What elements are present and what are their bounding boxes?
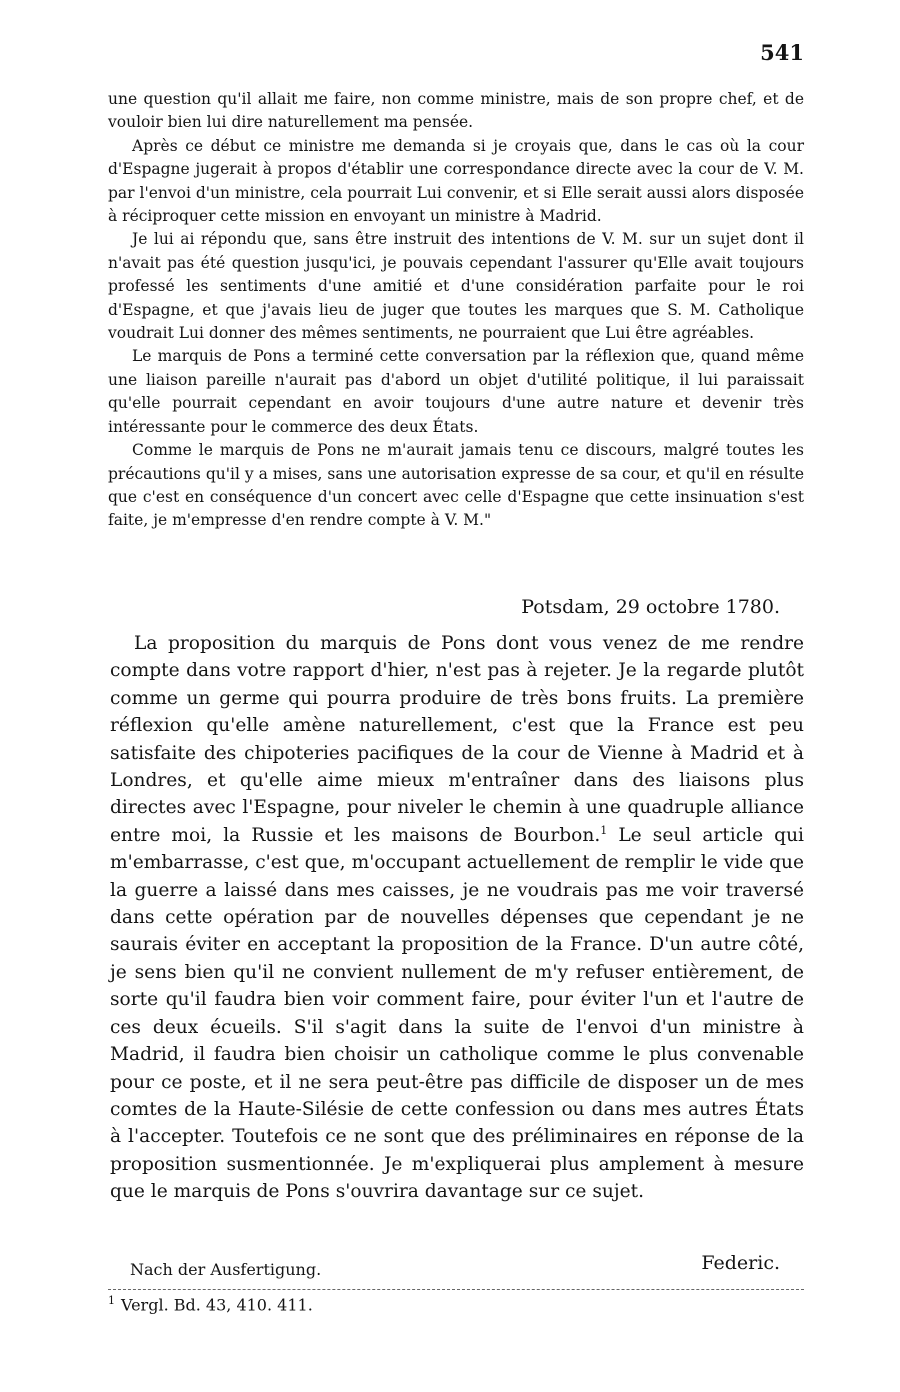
footnote-text: Vergl. Bd. 43, 410. 411. [121, 1295, 313, 1315]
footnote-divider [108, 1289, 804, 1290]
report-paragraph: une question qu'il allait me faire, non comme ministre, mais de son propre chef, et de vouloir bien lui dire naturellement ma pensée. [108, 90, 804, 132]
report-paragraph: Comme le marquis de Pons ne m'aurait jamais tenu ce discours, malgré toutes les précautions qu'il y a mises, sans une autorisation expresse de sa cour, et qu'il en résulte que c'est en conséquence d'un concert avec celle d'Espagne que cette insinuation s'est faite, je m'empresse d'en rendre compte à V. M." [108, 441, 804, 530]
report-paragraph: Le marquis de Pons a terminé cette conversation par la réflexion que, quand même une liaison pareille n'aurait pas d'abord un objet d'utilité politique, il lui paraissait qu'elle pourrait cependant en avoir toujours d'une autre nature et devenir très intéressante pour le commerce des deux États. [108, 347, 804, 436]
footnote-reference: 1 [600, 823, 608, 837]
reply-letter [110, 630, 804, 1206]
reply-paragraph [110, 630, 804, 1206]
footnote [108, 1294, 313, 1314]
dateline: Potsdam, 29 octobre 1780. [521, 596, 780, 618]
report-paragraph: Après ce début ce ministre me demanda si je croyais que, dans le cas où la cour d'Espagne jugerait à propos d'établir une correspondance directe avec la cour de V. M. par l'envoi d'un ministre, cela pourrait Lui convenir, et si Elle serait aussi alors disposée à réciproquer cette mission en envoyant un ministre à Madrid. [108, 136, 804, 226]
page-number: 541 [760, 40, 804, 65]
footnote-marker: 1 [108, 1294, 115, 1307]
quoted-report [108, 88, 804, 533]
report-paragraph: Je lui ai répondu que, sans être instruit des intentions de V. M. sur un sujet dont il n'avait pas été question jusqu'ici, je pouvais cependant l'assurer qu'Elle avait toujours professé les sentiments d'une amitié et d'une considération parfaite pour le roi d'Espagne, et que j'avais lieu de juger que toutes les marques que S. M. Catholique voudrait Lui donner des mêmes sentiments, ne pourraient que Lui être agréables. [108, 230, 804, 343]
source-note: Nach der Ausfertigung. [130, 1260, 322, 1279]
signature: Federic. [701, 1252, 780, 1274]
reply-text-part-1: La proposition du marquis de Pons dont vous venez de me rendre compte dans votre rapport d'hier, n'est pas à rejeter. Je la regarde plutôt comme un germe qui pourra produire de très bons fruits. La première réflexion qu'elle amène naturellement, c'est que la France est peu satisfaite des chipoteries pacifiques de la cour de Vienne à Madrid et à Londres, et qu'elle aime mieux m'entraîner dans des liaisons plus directes avec l'Espagne, pour niveler le chemin à une quadruple alliance entre moi, la Russie et les maisons de Bourbon. [110, 633, 804, 846]
reply-text-part-2: Le seul article qui m'embarrasse, c'est que, m'occupant actuellement de remplir le vide que la guerre a laissé dans mes caisses, je ne voudrais pas me voir traversé dans cette opération par de nouvelles dépenses que cependant je ne saurais éviter en acceptant la proposition de la France. D'un autre côté, je sens bien qu'il ne convient nullement de m'y refuser entièrement, de sorte qu'il faudra bien voir comment faire, pour éviter l'un et l'autre de ces deux écueils. S'il s'agit dans la suite de l'envoi d'un ministre à Madrid, il faudra bien choisir un catholique comme le plus convenable pour ce poste, et il ne sera peut-être pas difficile de disposer un de mes comtes de la Haute-Silésie de cette confession ou dans mes autres États à l'accepter. Toutefois ce ne sont que des préliminaires en réponse de la proposition susmentionnée. Je m'expliquerai plus amplement à mesure que le marquis de Pons s'ouvrira davantage sur ce sujet. [110, 824, 804, 1203]
